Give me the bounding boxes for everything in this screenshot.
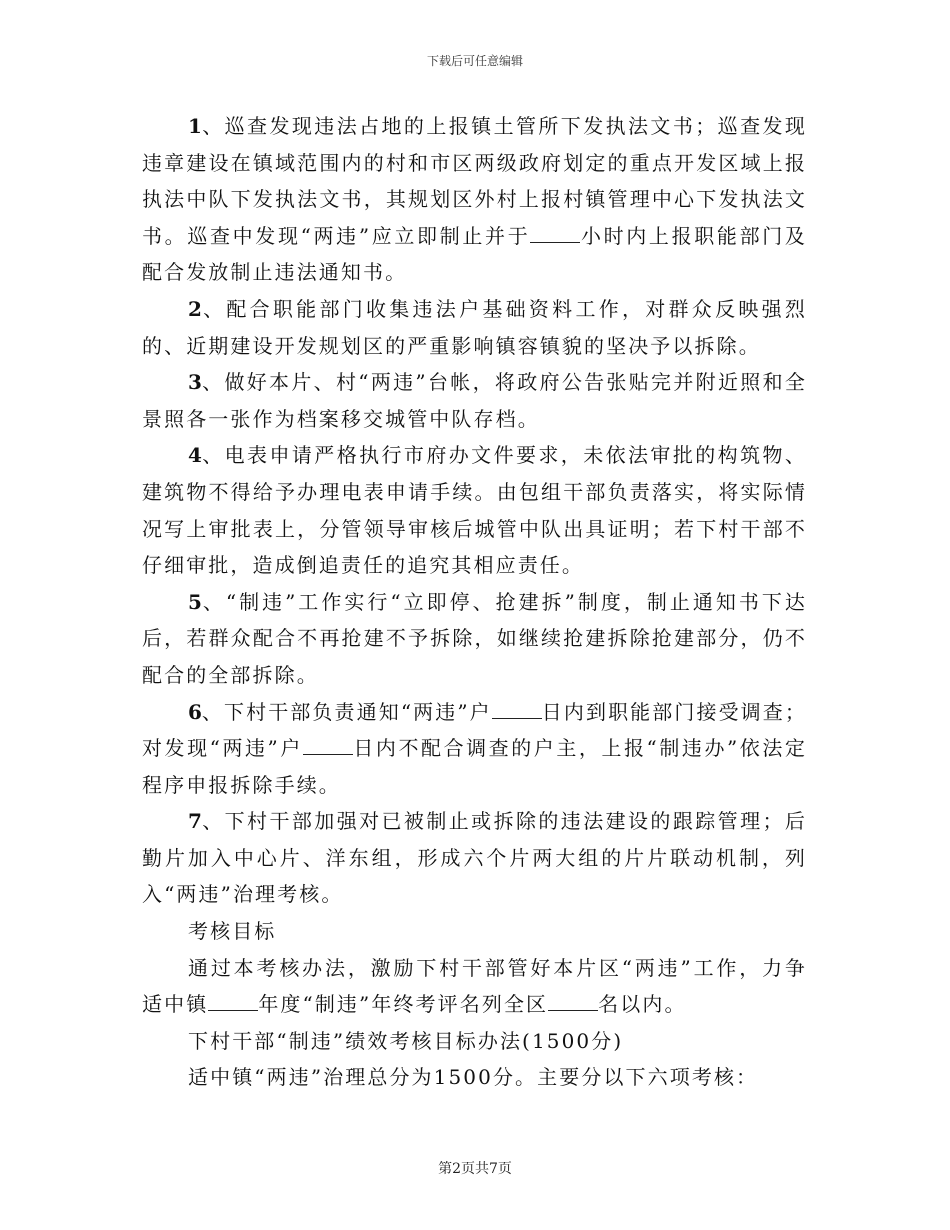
item-text: 、下村干部加强对已被制止或拆除的违法建设的跟踪管理；后勤片加入中心片、洋东组，形成六个片两大组的片片联动机制，列入“两违”治理考核。 — [142, 809, 807, 907]
item-text: 日内不配合调查的户主，上报“制违办”依法定程序申报拆除手续。 — [142, 736, 807, 797]
list-item — [142, 803, 807, 913]
item-number: 4 — [188, 443, 202, 468]
item-text: 、巡查发现违法占地的上报镇土管所下发执法文书；巡查发现违章建设在镇域范围内的村和市区两级政府划定的重点开发区域上报执法中队下发执法文书，其规划区外村上报村镇管理中心下发执法文书。巡查中发现“两违”应立即制止并于 — [142, 114, 807, 248]
list-item — [142, 364, 807, 437]
page-header: 下载后可任意编辑 — [426, 54, 523, 68]
item-number: 7 — [188, 809, 202, 834]
item-number: 6 — [188, 699, 202, 724]
item-text: 、配合职能部门收集违法户基础资料工作，对群众反映强烈的、近期建设开发规划区的严重影响镇容镇貌的坚决予以拆除。 — [142, 296, 807, 358]
list-item — [142, 584, 807, 694]
document-body — [142, 108, 807, 1096]
list-item — [142, 291, 807, 364]
item-number: 3 — [188, 370, 202, 395]
section-title: 考核目标 — [188, 919, 277, 944]
target-text: 名以内。 — [598, 992, 687, 1017]
method-title: 下村干部“制违”绩效考核目标办法(1500分) — [188, 1028, 624, 1053]
fill-blank — [530, 222, 580, 243]
list-item — [142, 437, 807, 583]
target-paragraph — [142, 950, 807, 1023]
item-text: 日内到职能部门接受调查；对发现“两违”户 — [142, 699, 807, 761]
item-text: 、“制违”工作实行“立即停、抢建拆”制度，制止通知书下达后，若群众配合不再抢建不予拆除，如继续抢建拆除抢建部分，仍不配合的全部拆除。 — [142, 589, 807, 687]
item-text: 、电表申请严格执行市府办文件要求，未依法审批的构筑物、建筑物不得给予办理电表申请手续。由包组干部负责落实，将实际情况写上审批表上，分管领导审核后城管中队出具证明；若下村干部不仔细审批，造成倒追责任的追究其相应责任。 — [142, 443, 807, 578]
item-number: 1 — [188, 114, 202, 138]
page-footer: 第2页共7页 — [438, 1161, 512, 1177]
item-text: 、下村干部负责通知“两违”户 — [201, 699, 492, 724]
list-item — [142, 108, 807, 291]
target-text: 通过本考核办法，激励下村干部管好本片区“两违”工作，力争适中镇 — [142, 955, 807, 1017]
summary-line: 适中镇“两违”治理总分为1500分。主要分以下六项考核： — [188, 1065, 759, 1090]
list-item — [142, 694, 807, 804]
fill-blank — [492, 698, 542, 719]
target-text: 年度“制违”年终考评名列全区 — [258, 992, 549, 1017]
fill-blank — [303, 734, 353, 755]
item-text: 、做好本片、村“两违”台帐，将政府公告张贴完并附近照和全景照各一张作为档案移交城管中队存档。 — [142, 370, 807, 431]
item-number: 5 — [188, 589, 202, 614]
fill-blank — [548, 990, 598, 1011]
fill-blank — [208, 990, 258, 1011]
item-text: 小时内上报职能部门及配合发放制止违法通知书。 — [142, 223, 807, 285]
item-number: 2 — [188, 296, 202, 321]
